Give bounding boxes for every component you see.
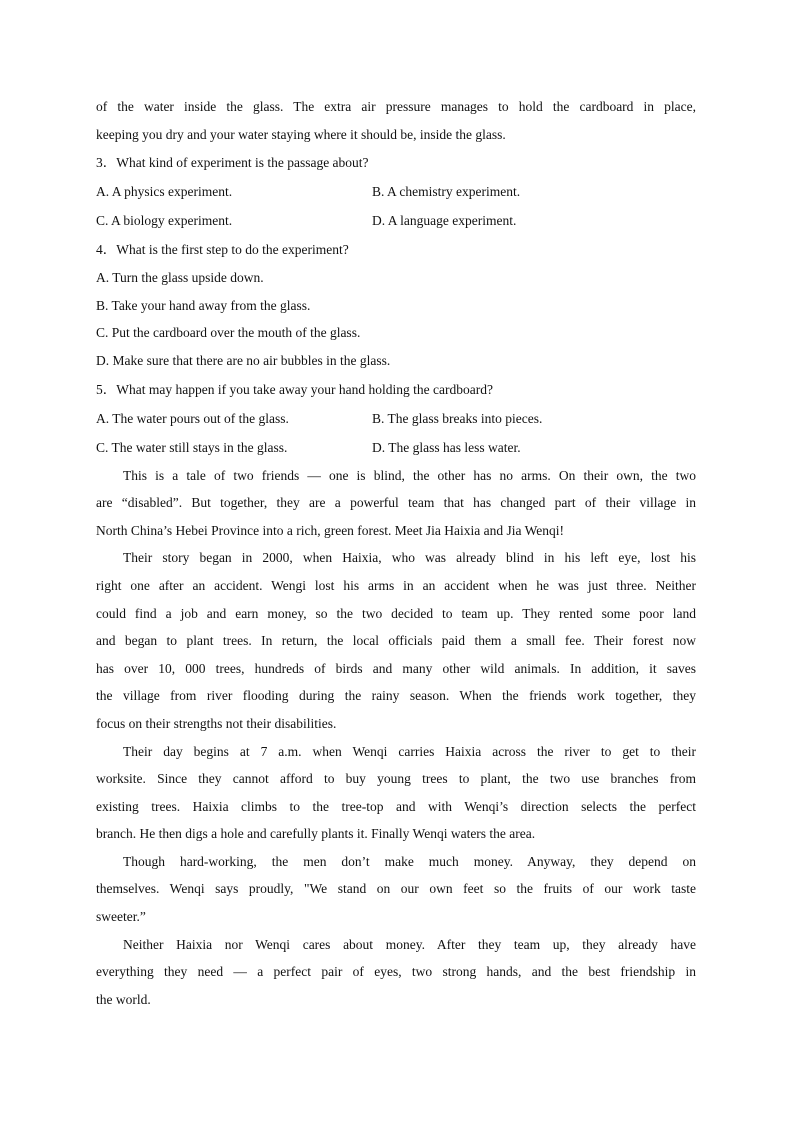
paragraph-4 bbox=[96, 848, 696, 931]
text-line: are “disabled”. But together, they are a powerful team that has changed part of their village in bbox=[96, 495, 696, 511]
option-d: D. Make sure that there are no air bubbles in the glass. bbox=[96, 352, 391, 368]
question-stem: 3．What kind of experiment is the passage about? bbox=[96, 155, 369, 171]
text-line: This is a tale of two friends — one is blind, the other has no arms. On their own, the two bbox=[123, 467, 696, 483]
option-row bbox=[96, 177, 696, 206]
text-line: themselves. Wenqi says proudly, "We stand on our own feet so the fruits of our work taste bbox=[96, 881, 696, 897]
text-line: right one after an accident. Wengi lost his arms in an accident when he was just three. Neither bbox=[96, 577, 696, 593]
passage-b bbox=[96, 462, 696, 1014]
text-line: North China’s Hebei Province into a rich, green forest. Meet Jia Haixia and Jia Wenqi! bbox=[96, 522, 565, 538]
question-stem: 5．What may happen if you take away your hand holding the cardboard? bbox=[96, 381, 493, 397]
text-line: everything they need — a perfect pair of eyes, two strong hands, and the best friendship in bbox=[96, 964, 696, 980]
option-a: A. A physics experiment. bbox=[96, 184, 233, 200]
text-line: the village from river flooding during the rainy season. When the friends work together, they bbox=[96, 688, 696, 704]
option-d: D. The glass has less water. bbox=[372, 439, 521, 455]
paragraph-2 bbox=[96, 544, 696, 737]
paragraph-3 bbox=[96, 738, 696, 848]
text-line: of the water inside the glass. The extra air pressure manages to hold the cardboard in place, bbox=[96, 99, 696, 114]
option-row bbox=[96, 206, 696, 235]
option-a: A. Turn the glass upside down. bbox=[96, 270, 264, 286]
question-4 bbox=[96, 235, 696, 374]
option-c: C. A biology experiment. bbox=[96, 213, 233, 229]
option-c: C. Put the cardboard over the mouth of the glass. bbox=[96, 325, 361, 341]
option-b: B. The glass breaks into pieces. bbox=[372, 410, 543, 426]
text-line: Neither Haixia nor Wenqi cares about money. After they team up, they already have bbox=[123, 936, 696, 952]
text-line: has over 10, 000 trees, hundreds of birds and many other wild animals. In addition, it saves bbox=[96, 660, 696, 676]
document-page bbox=[96, 93, 696, 1013]
text-line: keeping you dry and your water staying where it should be, inside the glass. bbox=[96, 126, 506, 142]
option-d: D. A language experiment. bbox=[372, 213, 517, 229]
text-line: branch. He then digs a hole and carefully plants it. Finally Wenqi waters the area. bbox=[96, 826, 536, 842]
text-line: worksite. Since they cannot afford to buy young trees to plant, the two use branches from bbox=[96, 771, 696, 787]
text-line: Though hard-working, the men don’t make much money. Anyway, they depend on bbox=[123, 853, 696, 869]
option-row bbox=[96, 404, 696, 433]
question-5 bbox=[96, 375, 696, 462]
question-stem: 4．What is the first step to do the experiment? bbox=[96, 242, 349, 258]
text-line: Their day begins at 7 a.m. when Wenqi carries Haixia across the river to get to their bbox=[123, 743, 696, 759]
text-line: focus on their strengths not their disabilities. bbox=[96, 715, 337, 731]
text-line: Their story began in 2000, when Haixia, who was already blind in his left eye, lost his bbox=[123, 550, 696, 566]
option-row bbox=[96, 433, 696, 462]
text-line: existing trees. Haixia climbs to the tree-top and with Wenqi’s direction selects the perfect bbox=[96, 798, 696, 814]
paragraph-5 bbox=[96, 931, 696, 1014]
paragraph-1 bbox=[96, 462, 696, 545]
text-line: the world. bbox=[96, 991, 151, 1007]
text-line: and began to plant trees. In return, the local officials paid them a small fee. Their forest now bbox=[96, 633, 696, 649]
text-line: could find a job and earn money, so the two decided to team up. They rented some poor land bbox=[96, 605, 696, 621]
passage-a-ending bbox=[96, 93, 696, 148]
option-a: A. The water pours out of the glass. bbox=[96, 410, 289, 426]
option-c: C. The water still stays in the glass. bbox=[96, 439, 288, 455]
option-b: B. Take your hand away from the glass. bbox=[96, 297, 311, 313]
question-3 bbox=[96, 148, 696, 235]
text-line: sweeter.” bbox=[96, 909, 146, 925]
option-b: B. A chemistry experiment. bbox=[372, 184, 521, 200]
